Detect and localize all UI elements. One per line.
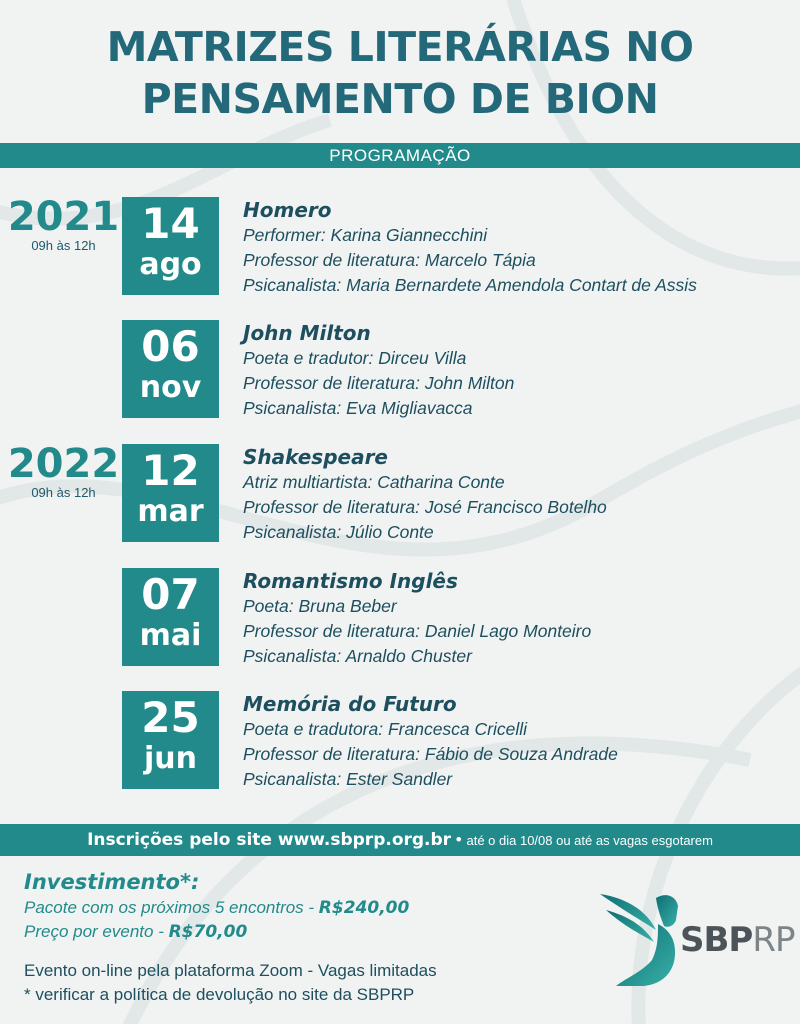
single-label: Preço por evento - — [24, 922, 169, 941]
event-participant: Psicanalista: Maria Bernardete Amendola Contart de Assis — [243, 275, 697, 295]
event-participant: Professor de literatura: José Francisco Botelho — [243, 497, 607, 517]
bullet: • — [455, 830, 462, 849]
event-item — [243, 568, 591, 669]
event-participant: Poeta e tradutor: Dirceu Villa — [243, 348, 467, 368]
registration-text: Inscrições pelo site www.sbprp.org.br — [87, 830, 452, 850]
date-month: mai — [139, 618, 202, 653]
event-notes — [24, 959, 437, 1007]
date-day: 12 — [141, 446, 200, 495]
event-participant: Professor de literatura: Daniel Lago Monteiro — [243, 621, 592, 641]
year-time: 09h às 12h — [31, 238, 96, 253]
date-badge — [122, 568, 219, 666]
event-name: John Milton — [243, 321, 371, 345]
sbprp-logo — [680, 920, 794, 960]
event-item — [243, 691, 618, 792]
investment-section — [24, 868, 409, 944]
package-price-row — [24, 896, 409, 920]
year-label: 2022 — [7, 441, 120, 487]
event-participant: Poeta: Bruna Beber — [243, 596, 397, 616]
event-participant: Professor de literatura: Marcelo Tápia — [243, 250, 536, 270]
event-participant: Poeta e tradutora: Francesca Cricelli — [243, 719, 528, 739]
event-participant: Professor de literatura: John Milton — [243, 373, 515, 393]
single-price-row — [24, 920, 409, 944]
logo-text-light: RP — [752, 920, 795, 960]
note-line: * verificar a política de devolução no site da SBPRP — [24, 985, 415, 1004]
event-item — [243, 444, 607, 545]
package-price: R$240,00 — [318, 898, 410, 918]
date-badge — [122, 197, 219, 295]
date-badge — [122, 691, 219, 789]
investment-heading: Investimento*: — [24, 870, 200, 894]
logo-text-bold: SBP — [680, 920, 753, 960]
date-month: mar — [137, 494, 204, 529]
single-price: R$70,00 — [168, 922, 248, 942]
package-label: Pacote com os próximos 5 encontros - — [24, 898, 319, 917]
registration-deadline: até o dia 10/08 ou até as vagas esgotarem — [466, 833, 713, 848]
date-badge — [122, 444, 219, 542]
event-participant: Psicanalista: Júlio Conte — [243, 522, 434, 542]
event-participant: Atriz multiartista: Catharina Conte — [243, 472, 505, 492]
date-month: nov — [139, 370, 202, 405]
date-month: ago — [139, 247, 202, 282]
event-name: Shakespeare — [243, 445, 388, 469]
event-name: Romantismo Inglês — [243, 569, 458, 593]
date-day: 25 — [141, 693, 200, 742]
event-participant: Psicanalista: Arnaldo Chuster — [243, 646, 472, 666]
program-banner: PROGRAMAÇÃO — [0, 143, 800, 168]
event-name: Homero — [243, 198, 332, 222]
event-item — [243, 320, 514, 421]
date-badge — [122, 320, 219, 418]
date-day: 14 — [141, 199, 200, 248]
year-block-2022 — [6, 443, 121, 501]
year-time: 09h às 12h — [31, 485, 96, 500]
date-day: 07 — [141, 570, 200, 619]
registration-banner — [0, 824, 800, 856]
event-item — [243, 197, 697, 298]
event-participant: Professor de literatura: Fábio de Souza Andrade — [243, 744, 618, 764]
date-month: jun — [144, 741, 197, 776]
date-day: 06 — [141, 322, 200, 371]
year-label: 2021 — [7, 194, 120, 240]
event-participant: Psicanalista: Ester Sandler — [243, 769, 453, 789]
event-participant: Psicanalista: Eva Migliavacca — [243, 398, 473, 418]
event-name: Memória do Futuro — [243, 692, 457, 716]
page-title-line-1: MATRIZES LITERÁRIAS NO — [106, 23, 694, 71]
event-participant: Performer: Karina Giannecchini — [243, 225, 488, 245]
year-block-2021 — [6, 196, 121, 254]
note-line: Evento on-line pela plataforma Zoom - Vagas limitadas — [24, 961, 437, 980]
page-title-line-2: PENSAMENTO DE BION — [141, 75, 659, 123]
